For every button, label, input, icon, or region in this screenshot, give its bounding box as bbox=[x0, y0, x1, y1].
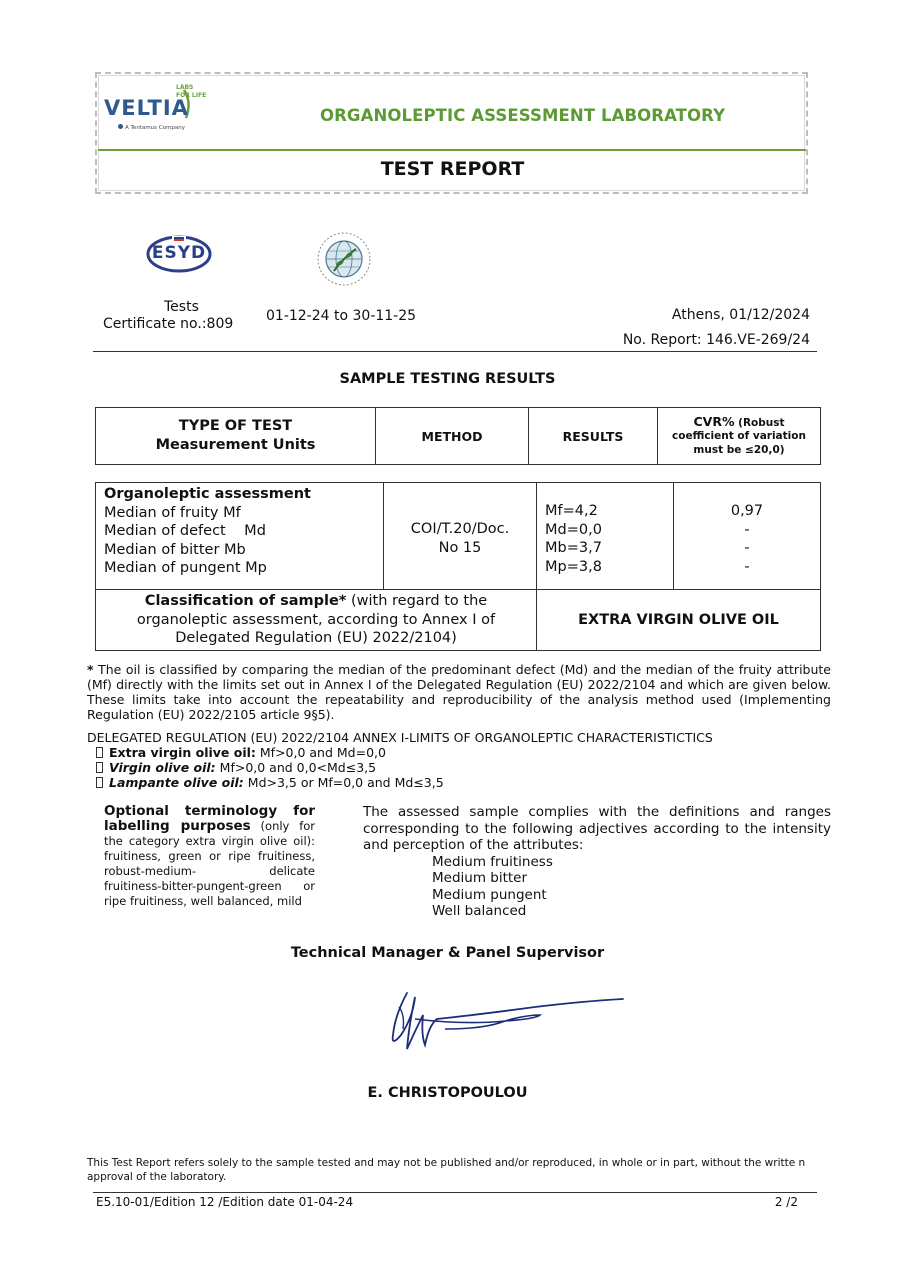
checkbox-square-icon bbox=[96, 747, 103, 758]
compliance-block bbox=[363, 804, 831, 920]
checkbox-square-icon bbox=[96, 762, 103, 773]
footer-divider bbox=[93, 1192, 817, 1193]
globe-emblem-icon bbox=[316, 231, 372, 287]
regulation-title: DELEGATED REGULATION (EU) 2022/2104 ANNEX I-LIMITS OF ORGANOLEPTIC CHARACTERISTICTICS bbox=[87, 730, 713, 745]
compliance-line2: corresponding to the following adjectives according to the intensity bbox=[363, 820, 831, 837]
place-date: Athens, 01/12/2024 bbox=[671, 307, 810, 323]
header-results: RESULTS bbox=[529, 408, 658, 465]
header-cvr-rest2: coefficient of variation bbox=[672, 430, 806, 443]
header-cvr-rest1: (Robust bbox=[738, 416, 785, 429]
esyd-logo-text: ESYD bbox=[151, 243, 207, 263]
compliance-line1: The assessed sample complies with the definitions and ranges bbox=[363, 804, 831, 820]
classification-label: Classification of sample* bbox=[144, 593, 347, 610]
results-table bbox=[95, 482, 821, 651]
header-cvr-rest3: must be ≤20,0) bbox=[693, 443, 785, 456]
page-number: 2 /2 bbox=[774, 1195, 798, 1209]
classification-text2: organoleptic assessment, according to Annex I of bbox=[136, 611, 496, 628]
regulation-item-limits: Mf>0,0 and Md=0,0 bbox=[255, 745, 386, 760]
terminology-block bbox=[104, 804, 315, 909]
terminology-line3: the category extra virgin olive oil): bbox=[104, 834, 315, 848]
cvr-mb: - bbox=[744, 540, 750, 556]
classification-text1: (with regard to the bbox=[346, 593, 488, 610]
method-line2: No 15 bbox=[438, 540, 482, 556]
results-cell bbox=[537, 483, 674, 590]
header-type-line2: Measurement Units bbox=[155, 437, 316, 453]
logo-tagline-top: LABS bbox=[176, 84, 194, 91]
result-mb: Mb=3,7 bbox=[545, 540, 602, 556]
header-type-of-test bbox=[96, 408, 376, 465]
regulation-item-name: Lampante olive oil: bbox=[109, 775, 244, 790]
lab-title: ORGANOLEPTIC ASSESSMENT LABORATORY bbox=[320, 106, 726, 125]
regulation-block bbox=[87, 730, 827, 790]
classification-text3: Delegated Regulation (EU) 2022/2104) bbox=[175, 630, 457, 647]
adjective-list bbox=[363, 854, 831, 920]
logo-company bbox=[118, 124, 185, 131]
logo-tagline-bottom: FOR LIFE bbox=[176, 92, 207, 99]
method-line1: COI/T.20/Doc. bbox=[410, 521, 510, 537]
header-type-line1: TYPE OF TEST bbox=[178, 418, 293, 434]
logo-company-text: A Tentamus Company bbox=[125, 125, 185, 131]
tests-label: Tests bbox=[164, 299, 199, 315]
report-number: No. Report: 146.VE-269/24 bbox=[622, 332, 810, 348]
terminology-line5 bbox=[104, 864, 315, 879]
row-label-bitter: Median of bitter Mb bbox=[104, 541, 246, 558]
section-title: SAMPLE TESTING RESULTS bbox=[339, 371, 556, 387]
row-label-pungent: Median of pungent Mp bbox=[104, 560, 267, 576]
assessment-cell bbox=[96, 483, 384, 590]
result-mf: Mf=4,2 bbox=[545, 503, 598, 519]
terminology-bold2: labelling purposes bbox=[104, 818, 251, 834]
result-mp: Mp=3,8 bbox=[545, 558, 602, 575]
regulation-item-name: Virgin olive oil: bbox=[109, 760, 216, 775]
classification-result: EXTRA VIRGIN OLIVE OIL bbox=[537, 590, 821, 651]
globe-emblem-mark bbox=[316, 231, 372, 287]
footer-disclaimer bbox=[87, 1157, 831, 1184]
signatory-name: E. CHRISTOPOULOU bbox=[367, 1085, 528, 1101]
regulation-item-lampante bbox=[87, 775, 827, 790]
footnote bbox=[87, 662, 831, 722]
adjective-item: Medium bitter bbox=[432, 870, 528, 886]
row-label-fruity: Median of fruity Mf bbox=[104, 504, 241, 521]
certificate-validity: 01-12-24 to 30-11-25 bbox=[266, 308, 417, 324]
handwritten-signature bbox=[385, 985, 630, 1065]
esyd-logo bbox=[146, 234, 212, 274]
cvr-cell bbox=[674, 483, 821, 590]
regulation-item-extra-virgin bbox=[87, 745, 827, 760]
compliance-line3: and perception of the attributes: bbox=[363, 837, 584, 853]
logo-name: VELTIA bbox=[104, 96, 189, 120]
checkbox-square-icon bbox=[96, 777, 103, 788]
company-dot-icon bbox=[118, 124, 123, 129]
cvr-mp: - bbox=[744, 558, 750, 575]
terminology-rest2: (only for bbox=[250, 819, 316, 833]
regulation-item-virgin bbox=[87, 760, 827, 775]
header-cvr-main: CVR% bbox=[693, 413, 735, 429]
header-method: METHOD bbox=[376, 408, 529, 465]
footnote-star: * bbox=[87, 662, 94, 677]
result-md: Md=0,0 bbox=[545, 521, 602, 538]
cvr-md: - bbox=[744, 521, 750, 538]
footnote-text: The oil is classified by comparing the median of the predominant defect (Md) and the median of the fruity attribute (Mf) directly with the limits set out in Annex I of the Delegated Regulation (EU) 2022/2104 and which are given below. These limits take into account the repeatability and reproducibility of the analysis method used (Implementing Regulation (EU) 2022/2105 article 9§5). bbox=[87, 662, 831, 722]
regulation-item-limits: Md>3,5 or Mf=0,0 and Md≤3,5 bbox=[243, 775, 444, 790]
classification-cell bbox=[96, 590, 537, 651]
certificate-number: Certificate no.:809 bbox=[103, 316, 234, 332]
terminology-line5b: delicate bbox=[269, 864, 315, 878]
terminology-line7: ripe fruitiness, well balanced, mild bbox=[104, 894, 302, 908]
adjective-item: Medium pungent bbox=[432, 886, 547, 903]
terminology-line2 bbox=[104, 819, 315, 834]
report-title: TEST REPORT bbox=[380, 158, 525, 180]
terminology-line5a: robust-medium- bbox=[104, 864, 197, 878]
signature-role: Technical Manager & Panel Supervisor bbox=[290, 945, 605, 961]
adjective-item: Well balanced bbox=[432, 903, 527, 919]
adjective-item: Medium fruitiness bbox=[432, 853, 553, 870]
signature-stroke bbox=[385, 985, 630, 1065]
disclaimer-line1: This Test Report refers solely to the sample tested and may not be published and/or reproduced, in whole or in part, without the writte n bbox=[87, 1157, 806, 1169]
terminology-line6: fruitiness-bitter-pungent-green or bbox=[104, 879, 315, 893]
header-cvr bbox=[658, 408, 821, 465]
document-code: E5.10-01/Edition 12 /Edition date 01-04-24 bbox=[96, 1195, 354, 1209]
assessment-title: Organoleptic assessment bbox=[104, 486, 311, 502]
method-cell bbox=[384, 483, 537, 590]
cvr-mf: 0,97 bbox=[730, 503, 764, 519]
terminology-title: Optional terminology for bbox=[104, 803, 315, 819]
terminology-line4: fruitiness, green or ripe fruitiness, bbox=[104, 849, 315, 863]
accreditation-divider bbox=[93, 351, 817, 352]
results-header-table bbox=[95, 407, 821, 465]
disclaimer-line2: approval of the laboratory. bbox=[87, 1170, 227, 1183]
header-divider bbox=[98, 149, 806, 151]
row-label-defect: Median of defect Md bbox=[104, 523, 266, 539]
logo-tagline bbox=[176, 84, 206, 100]
regulation-item-limits: Mf>0,0 and 0,0<Md≤3,5 bbox=[215, 760, 377, 775]
regulation-item-name: Extra virgin olive oil: bbox=[109, 745, 256, 760]
